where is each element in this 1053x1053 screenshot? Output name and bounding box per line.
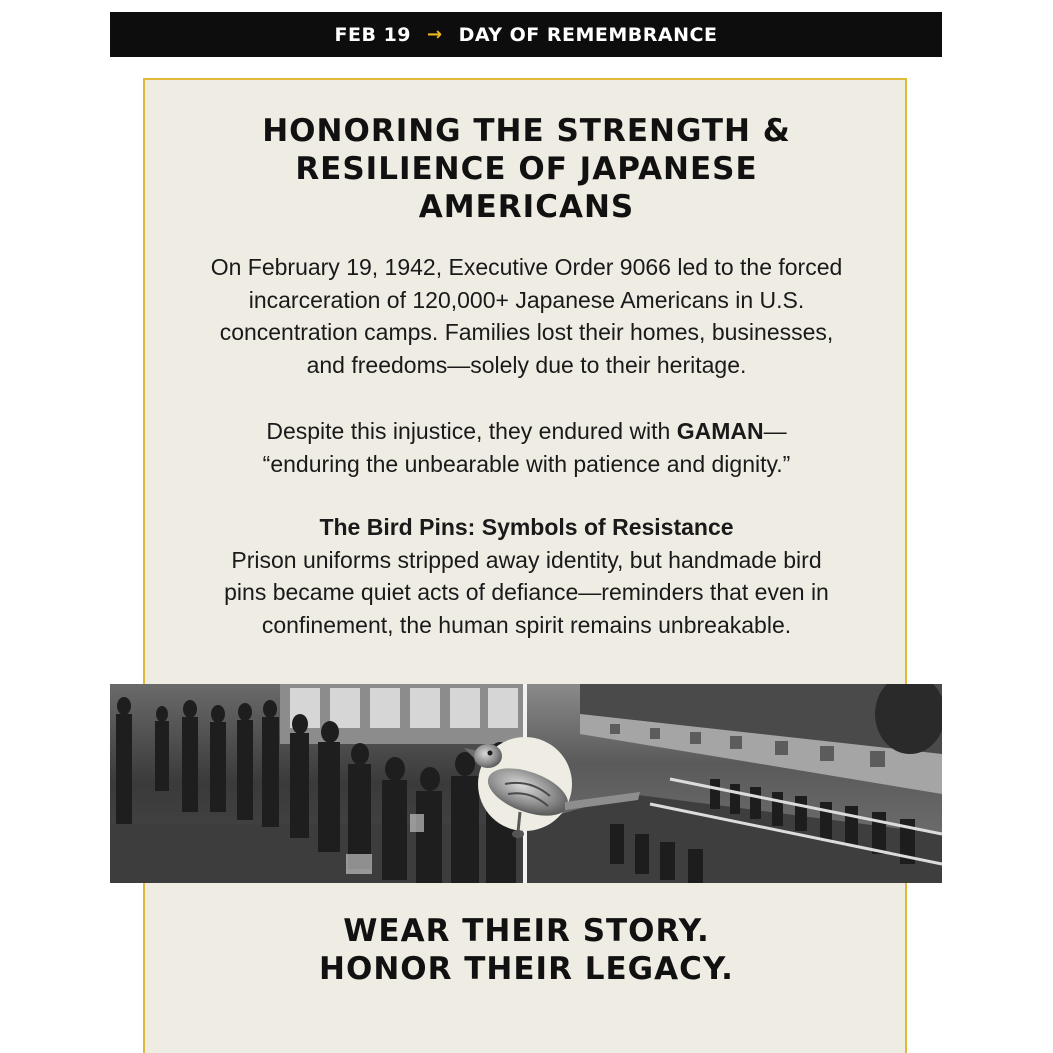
call-to-action (0, 912, 1053, 988)
bird-pins-line-3: confinement, the human spirit remains unbreakable. (261, 611, 792, 638)
gaman-line-1-pre: Despite this injustice, they endured with (266, 418, 677, 444)
history-paragraph (160, 251, 893, 381)
history-line-2: incarceration of 120,000+ Japanese Americans in U.S. (248, 286, 805, 313)
headline-line-1: HONORING THE STRENGTH & (262, 113, 791, 149)
gaman-line-2: “enduring the unbearable with patience and dignity.” (262, 450, 791, 477)
cta-line-1: WEAR THEIR STORY. (343, 913, 710, 949)
historical-photo-strip (110, 684, 942, 883)
headline-line-3: AMERICANS (418, 189, 635, 225)
left-photo (110, 684, 523, 883)
bird-pins-paragraph (160, 511, 893, 641)
headline (0, 112, 1053, 226)
gaman-paragraph (160, 415, 893, 480)
gaman-line-1-post: — (763, 418, 787, 444)
gaman-word: GAMAN (676, 418, 764, 444)
history-line-3: concentration camps. Families lost their homes, businesses, (219, 319, 834, 345)
history-line-4: and freedoms—solely due to their heritage. (306, 351, 747, 378)
history-line-1: On February 19, 1942, Executive Order 9066 led to the forced (210, 254, 843, 280)
headline-line-2: RESILIENCE OF JAPANESE (295, 151, 758, 187)
bird-pins-subhead: The Bird Pins: Symbols of Resistance (319, 514, 734, 540)
top-banner (110, 12, 942, 57)
photo-collage (110, 684, 942, 883)
banner-event: DAY OF REMEMBRANCE (458, 23, 718, 46)
right-photo (527, 684, 942, 883)
gaman-line-1 (160, 415, 893, 448)
bird-pins-line-2: pins became quiet acts of defiance—reminders that even in (224, 579, 829, 605)
bird-pins-line-1: Prison uniforms stripped away identity, but handmade bird (231, 546, 822, 573)
banner-date: FEB 19 (334, 23, 412, 46)
cta-line-2: HONOR THEIR LEGACY. (319, 951, 734, 987)
arrow-right-icon: → (427, 24, 443, 45)
